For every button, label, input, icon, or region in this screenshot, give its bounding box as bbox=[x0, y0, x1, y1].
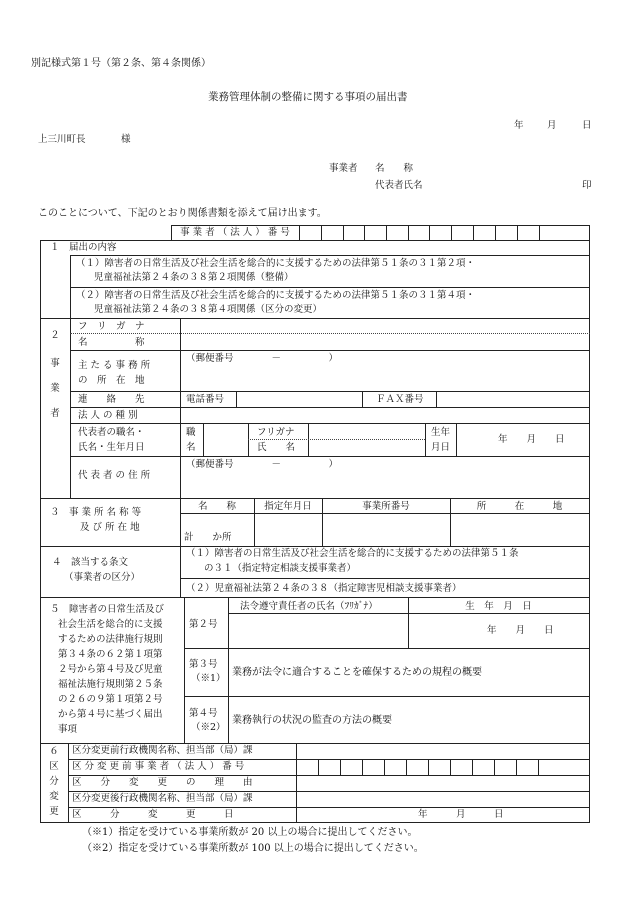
col-office-name: 名 称 bbox=[197, 501, 236, 512]
section4-label-2: （事業者の区分） bbox=[64, 572, 141, 583]
tel-label: 電話番号 bbox=[186, 394, 225, 405]
col-office-number: 事業所番号 bbox=[362, 501, 410, 512]
officer-birth-date[interactable]: 年 月 日 bbox=[487, 625, 554, 636]
col-office-address: 所 在 地 bbox=[476, 501, 563, 512]
section5-label-7: の２６の９第１項第２号 bbox=[58, 694, 163, 705]
section4-option2[interactable]: （２）児童福祉法第２４条の３８（指定障害児相談支援事業者） bbox=[186, 583, 462, 594]
section1-title: １ 届出の内容 bbox=[50, 242, 117, 253]
change-date-label: 区 分 変 更 日 bbox=[72, 809, 234, 820]
fax-label: ＦＡＸ番号 bbox=[376, 394, 424, 405]
section5-label-3: するための法律施行規則 bbox=[58, 634, 163, 645]
note-1: （※1）指定を受けている事業所数が 20 以上の場合に提出してください。 bbox=[82, 827, 418, 838]
seal-mark: 印 bbox=[582, 180, 592, 191]
section5-label-9: 事項 bbox=[58, 724, 78, 735]
office-total-count[interactable]: 計 か所 bbox=[184, 532, 232, 543]
birth-label-2: 月日 bbox=[431, 442, 451, 453]
section2-label-3: 業 bbox=[50, 383, 60, 394]
section1-option1-line2: 児童福祉法第２４条の３８第２項関係（整備） bbox=[94, 272, 294, 283]
col-designation-date: 指定年月日 bbox=[264, 501, 312, 512]
rep-title-label-2: 氏名・生年月日 bbox=[78, 442, 145, 453]
section3-label-2: 及 び 所 在 地 bbox=[80, 522, 140, 533]
intro-text: このことについて、下記のとおり関係書類を添えて届け出ます。 bbox=[38, 208, 327, 219]
section5-label-6: 福祉法施行規則第２５条 bbox=[58, 679, 163, 690]
furigana-label: フ リ ガ ナ bbox=[78, 321, 145, 332]
item3-label-2: （※1） bbox=[191, 673, 226, 684]
representative-label: 代表者氏名 bbox=[375, 180, 423, 191]
section3-label-1: ３ 事 業 所 名 称 等 bbox=[50, 507, 142, 518]
section5-label-8: から第４号に基づく届出 bbox=[58, 709, 163, 720]
officer-birth-header: 生 年 月 日 bbox=[465, 601, 532, 612]
section5-label-2: 社会生活を総合的に支援 bbox=[58, 619, 163, 630]
item4-label-1: 第４号 bbox=[189, 708, 218, 719]
item3-label-1: 第３号 bbox=[189, 659, 218, 670]
rep-title-label-1: 代表者の職名・ bbox=[78, 427, 145, 438]
section1-option2-line2: 児童福祉法第２４条の３８第４項関係（区分の変更） bbox=[94, 304, 323, 315]
item4-description: 業務執行の状況の監査の方法の概要 bbox=[232, 715, 392, 726]
date-year: 年 bbox=[514, 120, 524, 131]
item2-label: 第２号 bbox=[189, 619, 218, 630]
change-reason-label: 区 分 変 更 の 理 由 bbox=[72, 777, 253, 788]
mei-label: 名 bbox=[186, 442, 196, 453]
section4-option1-line2: の３１（指定特定相談支援事業者） bbox=[204, 563, 357, 574]
form-title: 業務管理体制の整備に関する事項の届出書 bbox=[208, 91, 408, 103]
section6-label-4: 変 bbox=[49, 791, 59, 802]
section2-label-2: 事 bbox=[50, 358, 60, 369]
note-2: （※2）指定を受けている事業所数が 100 以上の場合に提出してください。 bbox=[82, 843, 424, 854]
main-office-label-1: 主 た る 事 務 所 bbox=[78, 360, 151, 371]
name-label: 名 称 bbox=[78, 337, 145, 348]
rep-address-label: 代 表 者 の 住 所 bbox=[78, 470, 151, 481]
corporation-type-label: 法 人 の 種 別 bbox=[78, 410, 138, 421]
corporation-number-label: 事 業 者 （ 法 人 ） 番 号 bbox=[180, 227, 290, 238]
section6-label-3: 分 bbox=[49, 776, 59, 787]
rep-birth-date[interactable]: 年 月 日 bbox=[498, 434, 565, 445]
business-label: 事業者 bbox=[329, 163, 358, 174]
section5-label-4: 第３４条の６２第１項第 bbox=[58, 649, 163, 660]
form-id: 別記様式第１号（第２条、第４条関係） bbox=[31, 58, 211, 69]
addressee-honorific: 様 bbox=[121, 134, 131, 145]
business-name-label: 名 称 bbox=[375, 163, 414, 174]
change-date-field[interactable]: 年 月 日 bbox=[418, 809, 504, 820]
section6-label-2: 区 bbox=[49, 761, 59, 772]
section1-option1-line1: （１）障害者の日常生活及び社会生活を総合的に支援するための法律第５１条の３１第２項・ bbox=[76, 258, 476, 269]
new-agency-label: 区分変更後行政機関名称、担当部（局）課 bbox=[72, 793, 253, 804]
section5-label-5: ２号から第４号及び児童 bbox=[58, 664, 163, 675]
addressee: 上三川町長 bbox=[38, 134, 86, 145]
section4-label-1: ４ 該当する条文 bbox=[52, 557, 129, 568]
item3-description: 業務が法令に適合することを確保するための規程の概要 bbox=[232, 667, 482, 678]
date-day: 日 bbox=[582, 120, 592, 131]
section1-option2-line1: （２）障害者の日常生活及び社会生活を総合的に支援するための法律第５１条の３１第４項・ bbox=[76, 290, 476, 301]
section5-label-1: ５ 障害者の日常生活及び bbox=[50, 604, 165, 615]
item4-label-2: （※2） bbox=[191, 722, 226, 733]
rep-furigana-label: フリガナ bbox=[257, 427, 295, 438]
contact-label: 連 絡 先 bbox=[78, 394, 145, 405]
section2-label-4: 者 bbox=[50, 408, 60, 419]
main-office-label-2: の 所 在 地 bbox=[78, 375, 145, 386]
prev-corporation-number-label: 区 分 変 更 前 事 業 者 （ 法 人 ） 番 号 bbox=[72, 761, 245, 772]
rep-name-label: 氏 名 bbox=[257, 442, 296, 453]
rep-postal-code-field[interactable]: （郵便番号 － ） bbox=[186, 459, 339, 470]
compliance-officer-label: 法令遵守責任者の氏名（ﾌﾘｶﾞﾅ） bbox=[240, 601, 378, 612]
postal-code-field[interactable]: （郵便番号 － ） bbox=[186, 353, 339, 364]
section2-label-1: ２ bbox=[50, 330, 60, 341]
prev-agency-label: 区分変更前行政機関名称、担当部（局）課 bbox=[72, 745, 253, 756]
section6-label-5: 更 bbox=[49, 806, 59, 817]
date-month: 月 bbox=[547, 120, 557, 131]
section4-option1-line1: （１）障害者の日常生活及び社会生活を総合的に支援するための法律第５１条 bbox=[186, 548, 519, 559]
shoku-label: 職 bbox=[186, 427, 196, 438]
birth-label-1: 生年 bbox=[431, 427, 451, 438]
section6-label-1: ６ bbox=[49, 746, 59, 757]
